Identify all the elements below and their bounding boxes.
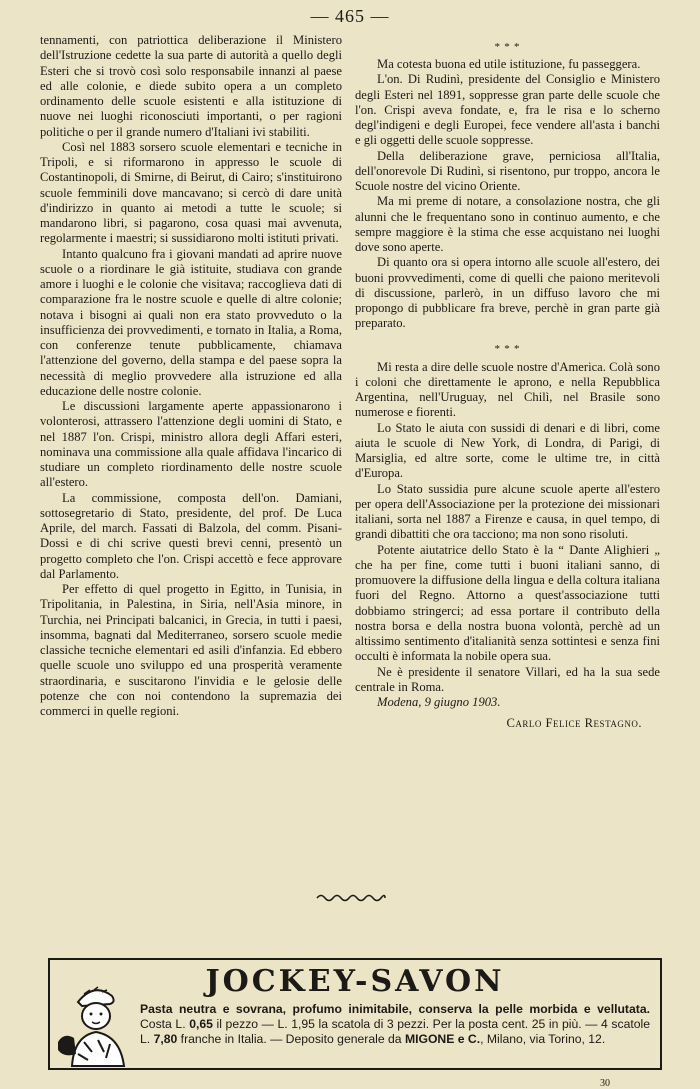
ad-price-2: 7,80 (153, 1032, 178, 1046)
ad-text-4: , Milano, via Torino, 12. (480, 1032, 606, 1046)
paragraph: Ma cotesta buona ed utile istituzione, fu passeggera. (377, 57, 641, 71)
paragraph: Lo Stato le aiuta con sussidi di denari e di libri, come aiuta le scuole di New York, di Londra, di Parigi, di Marsiglia, ed altre sorte, come le ultime tre, in città d'Europa. (355, 420, 660, 481)
paragraph: Di quanto ora si opera intorno alle scuole all'estero, dei buoni provvedimenti, come di quelli che paiono meritevoli di discussione, parlerò, in un diffuso lavoro che mi propongo di pubblicare fra breve, perchè in gran parte già preparato. (355, 255, 660, 331)
paragraph: Mi resta a dire delle scuole nostre d'America. Colà sono i coloni che direttamente le aprono, e nella Repubblica Argentina, nell'Uruguay, nel Chilì, nel Brasile sono numerose e fiorenti. (355, 359, 660, 420)
paragraph: La commissione, composta dell'on. Damiani, sottosegretario di Stato, presidente, del prof. De Luca Aprile, del march. Fassati di Balzola, del comm. Pisani-Dossi e di chi scrive questi brevi cenni, presentò un progetto completo che l'on. Crispi accettò e fece approvare dal Parlamento. (40, 490, 342, 581)
paragraph: Così nel 1883 sorsero scuole elementari e tecniche in Tripoli, e si riformarono in appresso le scuole di Costantinopoli, di Smirne, di Beirut, di Cairo; s'instituirono scuole femminili dove mancavano; si cercò di dare unità d'indirizzo in quanto ai metodi a tutte le scuole; si mandarono libri, si pagarono, cosa quasi mai avvenuta, regolarmente i maestri; si sussidiarono molti istituti privati. (40, 139, 342, 246)
date-line: Modena, 9 giugno 1903. (377, 695, 501, 709)
ad-brand-title: JOCKEY-SAVON (205, 964, 505, 999)
paragraph: tennamenti, con patriottica deliberazione il Ministero dell'Istruzione cedette la sua parte di autorità a quello degli Esteri che si trovò così solo responsabile innanzi al paese ed alle colonie, e diede subito opera a un completo ordinamento delle scuole esistenti e alla istituzione di nuove nei luoghi riconosciuti importanti, o per ragioni politiche o per il grande numero d'Italiani ivi stabiliti. (40, 33, 342, 139)
ad-text-1: Costa L. (140, 1017, 190, 1031)
paragraph: Le discussioni largamente aperte appassionarono i volonterosi, attrassero l'attenzione degli uomini di Stato, e nel 1887 l'on. Crispi, ministro allora degli Affari esteri, nominava una commissione alla quale affidava l'incarico di studiare un completo riordinamento delle nostre scuole all'estero. (40, 399, 342, 490)
ad-text-3: franche in Italia. — Deposito generale da (177, 1032, 405, 1046)
right-column (355, 37, 660, 732)
paragraph: L'on. Di Rudinì, presidente del Consiglio e Ministero degli Esteri nel 1891, soppresse gran parte delle scuole che l'on. Crispi aveva fondate, e, fra le risa e lo scherno degl'indigeni e degli Europei, fece vendere all'asta i banchi e gli oggetti delle scuole soppresse. (355, 72, 660, 148)
ad-body-text (140, 1002, 650, 1047)
left-column (40, 33, 342, 719)
ad-lead: Pasta neutra e sovrana, profumo inimitabile, conserva la pelle morbida e vellutata. (140, 1002, 650, 1016)
paragraph: Potente aiutatrice dello Stato è la “ Dante Alighieri „ che ha per fine, come tutti i buoni italiani sanno, di promuovere la diffusione della lingua e della coltura italiana fuori del Regno. Attorno a quest'associazione tutti dobbiamo stringerci; ad essa portare il contributo della nostra borsa e della nostra buona volontà, perchè ad un altissimo sentimento d'italianità senza sottintesi e senza fini occulti è informata la nobile opera sua. (355, 542, 660, 664)
paragraph: Intanto qualcuno fra i giovani mandati ad aprire nuove scuole o a riordinare le già istituite, studiava con grande amore i luoghi e le colonie che visitava; raccoglieva dati di comparazione fra le nostre scuole e quelle di altre colonie; notava i bisogni ai quali non era stato provveduto o la insufficienza dei provvedimenti, e tornato in Italia, a Roma, con conferenze tenute pubblicamente, chiamava l'attenzione del governo, della stampa e del paese sopra la necessità di meglio provvedere alla istruzione ed alla educazione delle nostre colonie. (40, 246, 342, 398)
section-separator: * * * (494, 342, 521, 355)
section-separator: * * * (494, 41, 521, 53)
ad-price-1: 0,65 (189, 1017, 213, 1031)
right-column-section-a (355, 57, 660, 332)
footer-mark: 30 (600, 1078, 610, 1089)
paragraph: Della deliberazione grave, perniciosa all'Italia, dell'onorevole Di Rudinì, si risentono, pur troppo, ancora le Scuole nostre del vicino Oriente. (355, 148, 660, 193)
wavy-ornament-icon (315, 892, 387, 904)
paragraph: Ma mi preme di notare, a consolazione nostra, che gli alunni che le frequentano sono in continuo aumento, e che sempre maggiore è la stima che esse acquistano nei luoghi dove sono aperte. (355, 194, 660, 254)
paragraph: Lo Stato sussidia pure alcune scuole aperte all'estero per opera dell'Associazione per la protezione dei missionari italiani, sorta nel 1887 a Firenze e causa, in quel tempo, di grandi dibattiti che ora tacciono; ma non sono risoluti. (355, 481, 660, 542)
ad-text-2: il pezzo — L. 1,95 la scatola di 3 pezzi. Per la posta cent. 25 in più. — 4 scatole L. (140, 1017, 650, 1046)
paragraph: Ne è presidente il senatore Villari, ed ha la sua sede centrale in Roma. (355, 664, 660, 694)
author-signature: Carlo Felice Restagno. (506, 716, 642, 731)
right-column-section-b (355, 360, 660, 696)
ad-dealer: MIGONE e C. (404, 1032, 481, 1046)
page-number: — 465 — (310, 6, 390, 26)
advertisement-box (48, 958, 662, 1070)
paragraph: Per effetto di quel progetto in Egitto, in Tunisia, in Tripolitania, in Palestina, in Siria, nell'Asia minore, in Turchia, nei Principati balcanici, in Grecia, in tutti i paesi, insomma, bagnati dal Mediterraneo, sorsero scuole medie classiche tecniche elementari ed asili d'infanzia. Ed ebbero quelle scuole uno sviluppo ed una prosperità veramente straordinaria, e suscitarono l'invidia e le gelosie delle potenze che con noi contendono la supremazia dei commerci in quelle regioni. (40, 582, 342, 718)
